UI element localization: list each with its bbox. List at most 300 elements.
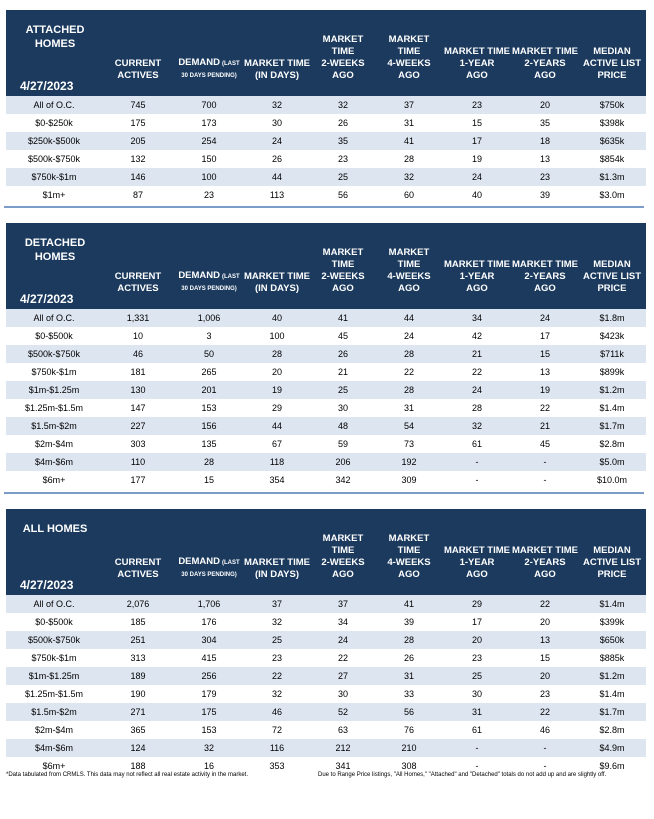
table-cell: 32 — [271, 689, 282, 699]
table-cell: 304 — [201, 635, 217, 645]
column-header-line: ACTIVE LIST — [582, 58, 642, 69]
table-cell: $1.4m — [599, 599, 625, 609]
column-header-mkt — [244, 271, 310, 295]
table-cell: - — [475, 457, 479, 467]
report-date: 4/27/2023 — [20, 292, 74, 306]
column-header-y2 — [512, 545, 578, 581]
table-cell: 27 — [337, 671, 348, 681]
table-cell: 353 — [269, 761, 285, 771]
table-cell: 415 — [201, 653, 217, 663]
table-cell: 313 — [130, 653, 146, 663]
column-header-med — [578, 545, 646, 581]
table-cell: 110 — [130, 457, 146, 467]
price-range-label: $250k-$500k — [27, 136, 81, 146]
table-cell: $2.8m — [599, 439, 625, 449]
table-row — [6, 739, 646, 757]
table-cell: 30 — [337, 403, 348, 413]
column-header-line: AGO — [534, 70, 556, 81]
table-cell: 16 — [203, 761, 214, 771]
column-header-line: TIME — [397, 46, 421, 57]
table-cell: 113 — [269, 190, 285, 200]
column-header-line: 2-YEARS — [524, 271, 566, 282]
table-row — [6, 721, 646, 739]
table-cell: 87 — [132, 190, 143, 200]
table-cell: 28 — [271, 349, 282, 359]
table-cell: 100 — [269, 331, 285, 341]
column-header-line: MEDIAN — [593, 46, 631, 57]
column-header-line: AGO — [332, 569, 354, 580]
table-cell: 63 — [337, 725, 348, 735]
section-divider — [4, 206, 644, 208]
table-cell: 190 — [130, 689, 146, 699]
table-cell: 50 — [203, 349, 214, 359]
price-range-label: $750k-$1m — [31, 653, 77, 663]
table-cell: 23 — [337, 154, 348, 164]
table-cell: 30 — [337, 689, 348, 699]
table-cell: $1.4m — [599, 403, 625, 413]
table-cell: 61 — [471, 439, 482, 449]
column-header-line: MARKET TIME — [512, 545, 578, 556]
price-range-label: $500k-$750k — [27, 154, 81, 164]
report-date: 4/27/2023 — [20, 79, 74, 93]
section-title-line: DETACHED — [24, 237, 86, 249]
table-cell: 153 — [201, 403, 217, 413]
table-cell: $750k — [599, 100, 625, 110]
price-range-label: $1m+ — [42, 190, 66, 200]
price-range-label: All of O.C. — [33, 313, 75, 323]
table-cell: 19 — [271, 385, 282, 395]
column-header-line: TIME — [331, 259, 355, 270]
table-cell: 32 — [471, 421, 482, 431]
table-cell: 309 — [401, 475, 417, 485]
column-header-line: MARKET — [322, 533, 364, 544]
column-header-line: ACTIVES — [117, 569, 159, 580]
table-cell: 24 — [471, 172, 482, 182]
column-header-line: PRICE — [597, 70, 627, 81]
table-cell: 206 — [335, 457, 351, 467]
table-row — [6, 132, 646, 150]
table-cell: 24 — [337, 635, 348, 645]
table-cell: 29 — [471, 599, 482, 609]
table-cell: 41 — [403, 599, 414, 609]
table-cell: 39 — [403, 617, 414, 627]
table-cell: 25 — [471, 671, 482, 681]
column-header-line: 1-YEAR — [459, 557, 495, 568]
column-header-line: AGO — [534, 283, 556, 294]
table-cell: 20 — [271, 367, 282, 377]
column-header-line: ACTIVE LIST — [582, 557, 642, 568]
table-cell: $4.9m — [599, 743, 625, 753]
table-cell: 342 — [335, 475, 351, 485]
column-header-line: (LAST — [222, 61, 240, 67]
column-header-line: 30 DAYS PENDING) — [181, 572, 237, 578]
table-cell: 745 — [130, 100, 146, 110]
table-cell: 15 — [539, 653, 550, 663]
column-header-line: MARKET TIME — [244, 58, 310, 69]
table-cell: 210 — [401, 743, 417, 753]
table-cell: 365 — [130, 725, 146, 735]
table-row — [6, 595, 646, 613]
column-header-line: ACTIVE LIST — [582, 271, 642, 282]
table-cell: 177 — [130, 475, 146, 485]
column-header-line: MARKET — [388, 247, 430, 258]
table-cell: 19 — [539, 385, 550, 395]
table-cell: 28 — [403, 349, 414, 359]
column-header-line: CURRENT — [114, 58, 162, 69]
section-title — [6, 522, 104, 536]
table-cell: $899k — [599, 367, 625, 377]
table-cell: 1,331 — [126, 313, 150, 323]
table-cell: 31 — [471, 707, 482, 717]
table-cell: 130 — [130, 385, 146, 395]
table-row — [6, 150, 646, 168]
table-cell: 29 — [271, 403, 282, 413]
table-cell: 44 — [271, 421, 282, 431]
table-cell: 153 — [201, 725, 217, 735]
table-cell: 20 — [539, 617, 550, 627]
table-cell: 227 — [130, 421, 146, 431]
table-cell: - — [475, 475, 479, 485]
table-cell: 61 — [471, 725, 482, 735]
table-cell: 72 — [271, 725, 282, 735]
column-header-line: MARKET — [322, 34, 364, 45]
table-cell: 23 — [471, 100, 482, 110]
table-cell: 35 — [337, 136, 348, 146]
table-cell: 34 — [337, 617, 348, 627]
table-cell: 26 — [337, 349, 348, 359]
table-cell: $1.4m — [599, 689, 625, 699]
column-header-line: AGO — [398, 569, 420, 580]
table-cell: 22 — [539, 403, 550, 413]
table-cell: 188 — [130, 761, 146, 771]
column-header-line: 1-YEAR — [459, 271, 495, 282]
column-header-line: 4-WEEKS — [387, 557, 431, 568]
table-cell: 1,006 — [197, 313, 221, 323]
table-cell: 32 — [403, 172, 414, 182]
table-cell: 21 — [471, 349, 482, 359]
column-header-line: DEMAND — [178, 270, 221, 281]
column-header-line: 2-YEARS — [524, 557, 566, 568]
table-cell: 31 — [403, 403, 414, 413]
table-cell: 37 — [403, 100, 414, 110]
table-cell: 45 — [337, 331, 348, 341]
table-row — [6, 309, 646, 327]
price-range-label: $2m-$4m — [34, 439, 73, 449]
table-header — [6, 10, 646, 96]
table-cell: 45 — [539, 439, 550, 449]
price-range-label: $0-$250k — [35, 118, 73, 128]
column-header-line: PRICE — [597, 283, 627, 294]
column-header-w4 — [376, 34, 442, 82]
table-cell: 22 — [337, 653, 348, 663]
table-cell: 26 — [271, 154, 282, 164]
table-cell: 25 — [337, 172, 348, 182]
price-range-label: All of O.C. — [33, 599, 75, 609]
table-cell: 175 — [201, 707, 217, 717]
table-cell: $399k — [599, 617, 625, 627]
table-cell: 56 — [403, 707, 414, 717]
footnote-range: Due to Range Price listings, "All Homes," "Attached" and "Detached" totals do not add up and are slightly off. — [318, 772, 607, 778]
table-cell: 205 — [130, 136, 146, 146]
table-row — [6, 613, 646, 631]
table-header — [6, 509, 646, 595]
table-row — [6, 399, 646, 417]
table-cell: 17 — [471, 136, 482, 146]
column-header-y1 — [442, 259, 512, 295]
table-cell: 73 — [403, 439, 414, 449]
table-cell: 271 — [130, 707, 146, 717]
attached-homes-section — [6, 10, 646, 204]
table-cell: 185 — [130, 617, 146, 627]
table-cell: 28 — [403, 154, 414, 164]
table-cell: 21 — [539, 421, 550, 431]
table-cell: 41 — [337, 313, 348, 323]
table-cell: 46 — [539, 725, 550, 735]
column-header-line: DEMAND — [178, 57, 221, 68]
footnote-source: *Data tabulated from CRMLS. This data may not reflect all real estate activity in the market. — [6, 772, 248, 778]
table-row — [6, 345, 646, 363]
table-cell: 146 — [130, 172, 146, 182]
column-header-y2 — [512, 46, 578, 82]
price-range-label: $500k-$750k — [27, 349, 81, 359]
table-cell: - — [543, 457, 547, 467]
table-cell: 37 — [271, 599, 282, 609]
table-cell: 22 — [471, 367, 482, 377]
table-row — [6, 327, 646, 345]
column-header-y2 — [512, 259, 578, 295]
price-range-label: $4m-$6m — [34, 457, 73, 467]
report-date: 4/27/2023 — [20, 578, 74, 592]
table-cell: 341 — [335, 761, 351, 771]
table-cell: 354 — [269, 475, 285, 485]
table-header — [6, 223, 646, 309]
table-cell: - — [475, 761, 479, 771]
table-cell: 46 — [271, 707, 282, 717]
table-cell: 13 — [539, 635, 550, 645]
table-cell: 135 — [201, 439, 217, 449]
table-cell: $635k — [599, 136, 625, 146]
table-cell: - — [543, 761, 547, 771]
column-header-current — [102, 557, 174, 581]
column-header-line: PRICE — [597, 569, 627, 580]
table-cell: 44 — [271, 172, 282, 182]
price-range-label: $1m-$1.25m — [28, 385, 80, 395]
column-header-y1 — [442, 46, 512, 82]
table-cell: 13 — [539, 367, 550, 377]
table-cell: $423k — [599, 331, 625, 341]
column-header-line: MARKET TIME — [444, 259, 510, 270]
table-cell: 39 — [539, 190, 550, 200]
price-range-label: $1.25m-$1.5m — [24, 403, 84, 413]
column-header-line: TIME — [397, 545, 421, 556]
column-header-med — [578, 46, 646, 82]
column-header-line: AGO — [332, 283, 354, 294]
table-cell: 124 — [130, 743, 146, 753]
price-range-label: $1.25m-$1.5m — [24, 689, 84, 699]
table-cell: $1.7m — [599, 421, 625, 431]
table-cell: 40 — [471, 190, 482, 200]
table-cell: 52 — [337, 707, 348, 717]
column-header-mkt — [244, 557, 310, 581]
table-row — [6, 685, 646, 703]
table-cell: $1.2m — [599, 385, 625, 395]
column-header-line: AGO — [534, 569, 556, 580]
column-header-line: MARKET — [388, 533, 430, 544]
column-header-line: TIME — [331, 46, 355, 57]
table-cell: 26 — [403, 653, 414, 663]
price-range-label: $6m+ — [42, 475, 66, 485]
table-cell: 28 — [403, 635, 414, 645]
column-header-line: 30 DAYS PENDING) — [181, 286, 237, 292]
column-header-line: 2-WEEKS — [321, 58, 365, 69]
table-cell: 256 — [201, 671, 217, 681]
column-header-w2 — [310, 34, 376, 82]
table-cell: $10.0m — [596, 475, 628, 485]
table-row — [6, 631, 646, 649]
column-header-line: ACTIVES — [117, 70, 159, 81]
price-range-label: $2m-$4m — [34, 725, 73, 735]
table-cell: $1.7m — [599, 707, 625, 717]
column-header-line: 2-YEARS — [524, 58, 566, 69]
table-cell: 34 — [471, 313, 482, 323]
table-cell: 31 — [403, 671, 414, 681]
column-header-line: CURRENT — [114, 557, 162, 568]
table-cell: $650k — [599, 635, 625, 645]
price-range-label: $1m-$1.25m — [28, 671, 80, 681]
column-header-line: (IN DAYS) — [255, 70, 299, 81]
table-cell: 25 — [271, 635, 282, 645]
table-cell: 44 — [403, 313, 414, 323]
table-cell: 23 — [539, 689, 550, 699]
table-cell: 32 — [337, 100, 348, 110]
table-cell: 2,076 — [126, 599, 150, 609]
column-header-line: 1-YEAR — [459, 58, 495, 69]
price-range-label: All of O.C. — [33, 100, 75, 110]
table-cell: 132 — [130, 154, 146, 164]
table-cell: 60 — [403, 190, 414, 200]
section-title-line: HOMES — [34, 38, 76, 50]
column-header-demand — [174, 556, 244, 581]
table-cell: 18 — [539, 136, 550, 146]
table-cell: $5.0m — [599, 457, 625, 467]
table-cell: 33 — [403, 689, 414, 699]
column-header-line: AGO — [398, 70, 420, 81]
price-range-label: $4m-$6m — [34, 743, 73, 753]
column-header-line: TIME — [397, 259, 421, 270]
table-cell: 30 — [271, 118, 282, 128]
table-cell: 32 — [271, 100, 282, 110]
table-cell: 116 — [269, 743, 285, 753]
table-cell: - — [543, 475, 547, 485]
table-cell: 22 — [271, 671, 282, 681]
table-cell: 147 — [130, 403, 146, 413]
column-header-current — [102, 271, 174, 295]
section-title — [6, 23, 104, 51]
table-cell: 25 — [337, 385, 348, 395]
column-header-mkt — [244, 58, 310, 82]
table-cell: 22 — [403, 367, 414, 377]
column-header-w4 — [376, 247, 442, 295]
column-header-line: AGO — [398, 283, 420, 294]
table-cell: 22 — [539, 707, 550, 717]
table-cell: 56 — [337, 190, 348, 200]
column-header-w2 — [310, 247, 376, 295]
table-cell: 54 — [403, 421, 414, 431]
table-cell: 265 — [201, 367, 217, 377]
table-cell: 156 — [201, 421, 217, 431]
section-title-line: ATTACHED — [25, 24, 85, 36]
table-cell: 21 — [337, 367, 348, 377]
section-title-line: HOMES — [34, 251, 76, 263]
table-cell: 67 — [271, 439, 282, 449]
column-header-line: MARKET — [322, 247, 364, 258]
table-cell: 17 — [539, 331, 550, 341]
table-cell: 26 — [337, 118, 348, 128]
table-cell: 28 — [471, 403, 482, 413]
table-cell: $711k — [600, 349, 624, 359]
table-cell: 23 — [539, 172, 550, 182]
table-cell: 31 — [403, 118, 414, 128]
table-cell: $398k — [599, 118, 625, 128]
column-header-current — [102, 58, 174, 82]
table-cell: 48 — [337, 421, 348, 431]
table-row — [6, 703, 646, 721]
column-header-line: MARKET TIME — [512, 46, 578, 57]
table-cell: 24 — [403, 331, 414, 341]
table-row — [6, 453, 646, 471]
table-cell: 3 — [206, 331, 212, 341]
table-cell: 19 — [471, 154, 482, 164]
section-title — [6, 236, 104, 264]
table-row — [6, 363, 646, 381]
column-header-line: 30 DAYS PENDING) — [181, 73, 237, 79]
table-cell: $9.6m — [599, 761, 625, 771]
column-header-line: ACTIVES — [117, 283, 159, 294]
table-cell: $2.8m — [599, 725, 625, 735]
table-cell: 32 — [271, 617, 282, 627]
table-row — [6, 471, 646, 489]
table-cell: 251 — [130, 635, 146, 645]
table-cell: 24 — [471, 385, 482, 395]
table-cell: 201 — [201, 385, 217, 395]
table-cell: 22 — [539, 599, 550, 609]
table-cell: 76 — [403, 725, 414, 735]
table-cell: 303 — [130, 439, 146, 449]
all-homes-section — [6, 509, 646, 775]
column-header-line: MARKET TIME — [444, 46, 510, 57]
table-cell: 175 — [130, 118, 146, 128]
table-row — [6, 417, 646, 435]
column-header-line: MEDIAN — [593, 545, 631, 556]
table-row — [6, 667, 646, 685]
price-range-label: $1.5m-$2m — [31, 707, 77, 717]
column-header-line: CURRENT — [114, 271, 162, 282]
column-header-line: AGO — [466, 283, 488, 294]
table-cell: 23 — [203, 190, 214, 200]
table-cell: 212 — [335, 743, 351, 753]
column-header-line: (LAST — [222, 560, 240, 566]
price-range-label: $1.5m-$2m — [31, 421, 77, 431]
column-header-line: AGO — [332, 70, 354, 81]
table-row — [6, 435, 646, 453]
table-cell: 254 — [201, 136, 217, 146]
table-cell: 24 — [271, 136, 282, 146]
table-cell: 181 — [130, 367, 146, 377]
price-range-label: $750k-$1m — [31, 367, 77, 377]
table-cell: 189 — [130, 671, 146, 681]
table-cell: $1.3m — [599, 172, 625, 182]
table-cell: 37 — [337, 599, 348, 609]
